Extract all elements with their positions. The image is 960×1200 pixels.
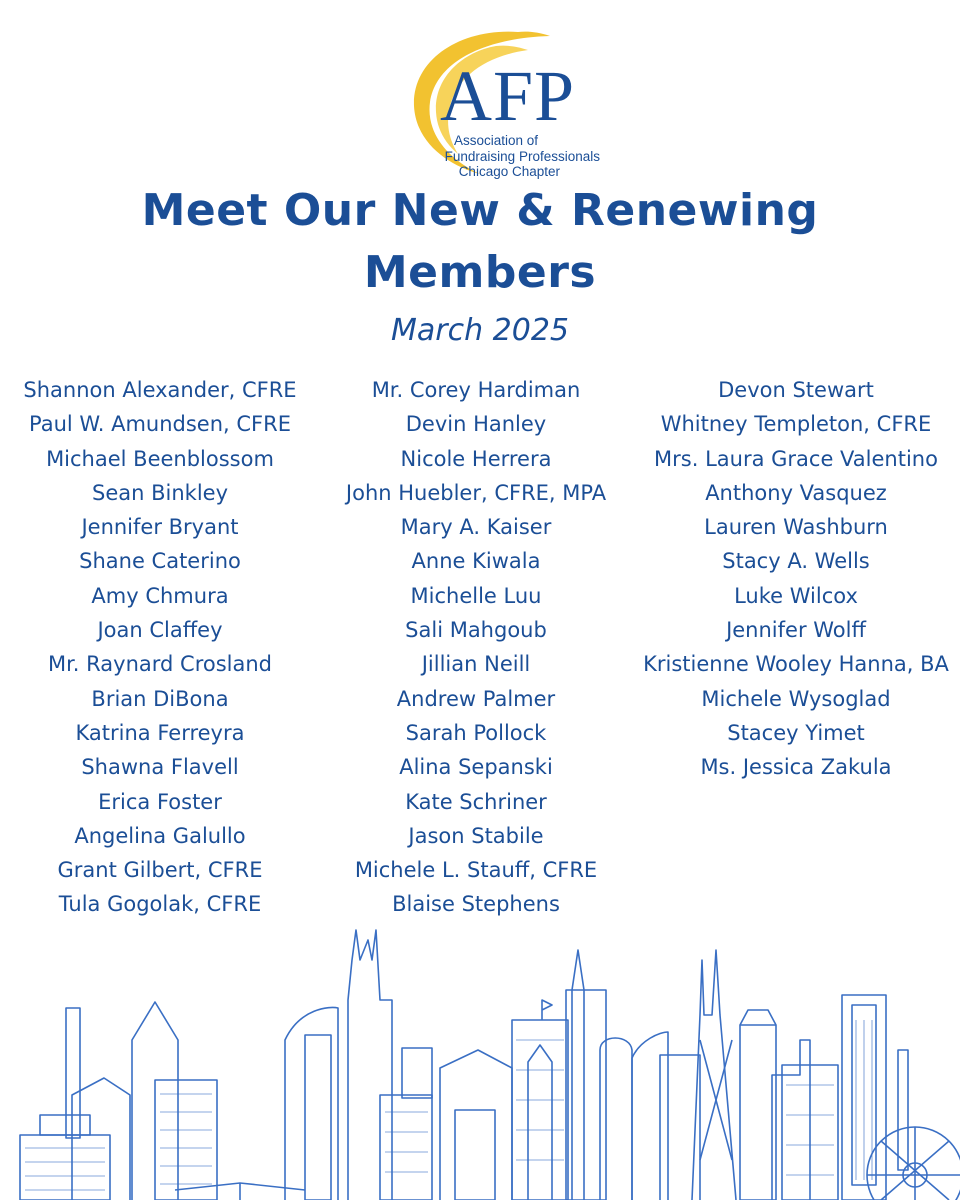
- logo-org-line-3: Chicago Chapter: [458, 164, 560, 179]
- member-name: Shannon Alexander, CFRE: [23, 378, 297, 402]
- member-name: Jillian Neill: [421, 652, 531, 677]
- member-name: Tula Gogolak, CFRE: [58, 892, 262, 917]
- member-name: Blaise Stephens: [392, 892, 560, 917]
- logo-org-line-2: Fundraising Professionals: [444, 149, 600, 164]
- member-name: Erica Foster: [98, 789, 222, 814]
- member-name: Michele L. Stauff, CFRE: [354, 858, 598, 883]
- member-list-column-1: [0, 373, 320, 922]
- member-name: Paul W. Amundsen, CFRE: [28, 412, 291, 437]
- member-name: Mary A. Kaiser: [400, 515, 552, 540]
- member-name: John Huebler, CFRE, MPA: [345, 480, 607, 505]
- member-name: Joan Claffey: [97, 618, 223, 643]
- member-name: Sean Binkley: [92, 480, 228, 505]
- member-name: Jennifer Bryant: [81, 515, 239, 540]
- member-name: Whitney Templeton, CFRE: [660, 412, 932, 437]
- logo-org-line-1: Association of: [453, 133, 538, 148]
- member-name: Jennifer Wolff: [726, 618, 866, 643]
- chicago-skyline-illustration: [0, 900, 960, 1200]
- member-name: Mr. Corey Hardiman: [371, 378, 581, 402]
- member-name: Mr. Raynard Crosland: [47, 652, 273, 677]
- member-name: Shane Caterino: [79, 549, 241, 574]
- page-subtitle-date: March 2025: [391, 313, 569, 348]
- member-list-column-2: [316, 373, 636, 922]
- member-name: Lauren Washburn: [704, 515, 888, 540]
- member-name: Brian DiBona: [91, 686, 229, 711]
- member-name: Michael Beenblossom: [46, 446, 274, 471]
- member-name: Amy Chmura: [91, 583, 229, 608]
- member-name: Ms. Jessica Zakula: [700, 755, 892, 780]
- member-name: Andrew Palmer: [396, 686, 556, 711]
- member-name: Grant Gilbert, CFRE: [57, 858, 263, 883]
- member-name: Sali Mahgoub: [405, 618, 547, 643]
- member-name: Anne Kiwala: [411, 549, 541, 574]
- member-name: Alina Sepanski: [399, 755, 553, 780]
- member-name: Devon Stewart: [718, 378, 874, 402]
- afp-logo-letters: AFP: [440, 56, 576, 136]
- member-name: Shawna Flavell: [81, 755, 239, 780]
- member-name: Kate Schriner: [405, 789, 547, 814]
- member-name: Michelle Luu: [410, 583, 542, 608]
- member-name: Mrs. Laura Grace Valentino: [654, 446, 938, 471]
- page-title-line-1: Meet Our New & Renewing: [141, 185, 819, 236]
- page-title: [0, 180, 960, 304]
- member-name: Michele Wysoglad: [701, 686, 891, 711]
- member-name: Nicole Herrera: [400, 446, 552, 471]
- member-name: Devin Hanley: [405, 412, 547, 437]
- member-name: Katrina Ferreyra: [75, 720, 245, 745]
- member-name: Luke Wilcox: [734, 583, 858, 608]
- member-name: Kristienne Wooley Hanna, BA: [643, 652, 949, 677]
- member-list-column-3: [636, 373, 956, 785]
- member-name: Stacy A. Wells: [722, 549, 870, 574]
- member-name: Stacey Yimet: [727, 720, 865, 745]
- page-title-line-2: Members: [363, 247, 597, 298]
- member-name: Anthony Vasquez: [705, 480, 887, 505]
- member-name: Sarah Pollock: [405, 720, 547, 745]
- member-name: Angelina Galullo: [74, 823, 246, 848]
- member-name: Jason Stabile: [408, 823, 544, 848]
- afp-logo: [400, 26, 620, 179]
